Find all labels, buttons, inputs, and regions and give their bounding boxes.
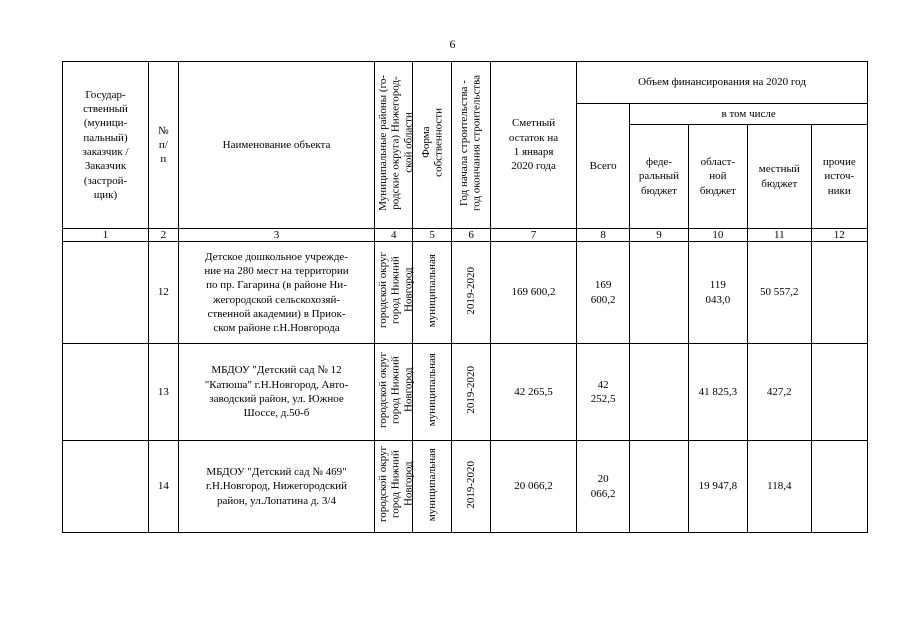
cell-years-text: 2019-2020 <box>464 460 477 509</box>
cell-ownership <box>413 344 452 441</box>
cell-local: 50 557,2 <box>748 242 811 344</box>
header-including: в том числе <box>630 104 868 125</box>
cell-object-name: МБДОУ "Детский сад № 12 "Катюша" г.Н.Новгород, Авто- заводский район, ул. Южное Шоссе, д.50-б <box>178 344 375 441</box>
cell-other <box>811 344 867 441</box>
cell-regional: 19 947,8 <box>688 441 747 533</box>
cell-other <box>811 242 867 344</box>
cell-district <box>375 441 413 533</box>
table-row <box>63 242 868 344</box>
header-other: прочие источ- ники <box>811 125 867 229</box>
column-number: 6 <box>452 229 491 242</box>
header-number: № п/ п <box>149 62 179 229</box>
cell-district-text: городской округ город Нижний Новгород <box>377 351 415 428</box>
cell-object-name: МБДОУ "Детский сад № 469" г.Н.Новгород, Нижегородский район, ул.Лопатина д. 3/4 <box>178 441 375 533</box>
cell-regional: 41 825,3 <box>688 344 747 441</box>
column-number: 7 <box>491 229 577 242</box>
header-federal: феде- ральный бюджет <box>630 125 688 229</box>
cell-years-text: 2019-2020 <box>464 266 477 315</box>
cell-number: 12 <box>149 242 179 344</box>
column-numbers-row <box>63 229 868 242</box>
header-ownership: Форма собственности <box>419 108 445 178</box>
cell-local: 427,2 <box>748 344 811 441</box>
header-object-name: Наименование объекта <box>178 62 375 229</box>
column-number: 8 <box>577 229 630 242</box>
cell-local: 118,4 <box>748 441 811 533</box>
cell-object-name: Детское дошкольное учрежде- ние на 280 мест на территории по пр. Гагарина (в районе Ни- жегородской сельскохозяй- ственной академии) в Приок- ском районе г.Н.Новгорода <box>178 242 375 344</box>
header-estimate: Сметный остаток на 1 января 2020 года <box>491 62 577 229</box>
header-regional: област- ной бюджет <box>688 125 747 229</box>
cell-district <box>375 344 413 441</box>
cell-total: 42 252,5 <box>577 344 630 441</box>
header-funding-group: Объем финансирования на 2020 год <box>577 62 868 104</box>
cell-number: 13 <box>149 344 179 441</box>
column-number: 11 <box>748 229 811 242</box>
cell-ownership-text: муниципальная <box>425 253 438 327</box>
page-number: 6 <box>449 37 456 51</box>
cell-other <box>811 441 867 533</box>
column-number: 10 <box>688 229 747 242</box>
cell-years <box>452 344 491 441</box>
column-number: 4 <box>375 229 413 242</box>
header-local: местный бюджет <box>748 125 811 229</box>
financing-table <box>62 61 868 533</box>
cell-customer <box>63 441 149 533</box>
header-years: Год начала строительства - год окончания строительства <box>458 74 484 211</box>
cell-district-text: городской округ город Нижний Новгород <box>377 252 415 329</box>
column-number: 12 <box>811 229 867 242</box>
cell-number: 14 <box>149 441 179 533</box>
column-number: 5 <box>413 229 452 242</box>
cell-total: 169 600,2 <box>577 242 630 344</box>
table-row <box>63 344 868 441</box>
header-customer: Государ- ственный (муници- пальный) заказчик / Заказчик (застрой- щик) <box>63 62 149 229</box>
cell-ownership <box>413 441 452 533</box>
cell-federal <box>630 344 688 441</box>
column-number: 1 <box>63 229 149 242</box>
cell-total: 20 066,2 <box>577 441 630 533</box>
cell-ownership <box>413 242 452 344</box>
cell-estimate: 169 600,2 <box>491 242 577 344</box>
header-total: Всего <box>577 104 630 229</box>
table-row <box>63 441 868 533</box>
cell-customer <box>63 344 149 441</box>
header-row-1 <box>63 62 868 104</box>
column-number: 3 <box>178 229 375 242</box>
cell-ownership-text: муниципальная <box>425 447 438 521</box>
cell-district-text: городской округ город Нижний Новгород <box>377 446 415 523</box>
cell-regional: 119 043,0 <box>688 242 747 344</box>
cell-ownership-text: муниципальная <box>425 353 438 427</box>
cell-years <box>452 242 491 344</box>
cell-estimate: 20 066,2 <box>491 441 577 533</box>
cell-federal <box>630 242 688 344</box>
cell-customer <box>63 242 149 344</box>
cell-years-text: 2019-2020 <box>464 366 477 414</box>
header-years-cell <box>452 62 491 229</box>
header-district: Муниципальные районы (го- родские округа) Нижегород- ской области <box>377 75 415 211</box>
cell-federal <box>630 441 688 533</box>
column-number: 2 <box>149 229 179 242</box>
cell-estimate: 42 265,5 <box>491 344 577 441</box>
cell-district <box>375 242 413 344</box>
header-district-cell <box>375 62 413 229</box>
header-ownership-cell <box>413 62 452 229</box>
column-number: 9 <box>630 229 688 242</box>
cell-years <box>452 441 491 533</box>
